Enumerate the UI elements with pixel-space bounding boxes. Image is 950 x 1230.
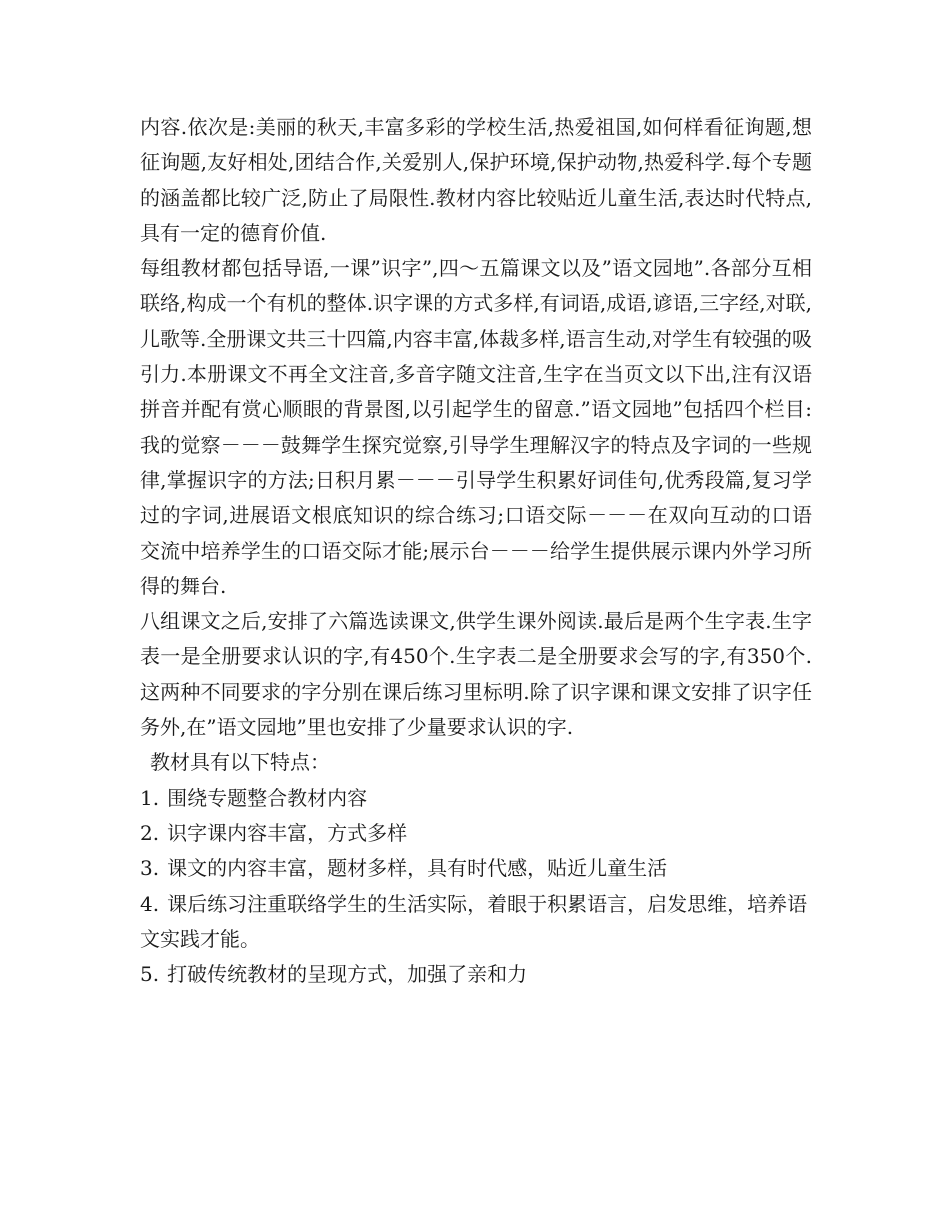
list-item	[140, 816, 812, 851]
list-item-number: 3.	[140, 856, 160, 881]
features-heading: 教材具有以下特点：	[150, 750, 330, 775]
paragraph-themes: 内容.依次是:美丽的秋天,丰富多彩的学校生活,热爱祖国,如何样看征询题,想征询题,友好相处,团结合作,关爱别人,保护环境,保护动物,热爱科学.每个专题的涵盖都比较广泛,防止了局限性.教材内容比较贴近儿童生活,表达时代特点,具有一定的德育价值.	[140, 115, 812, 245]
paragraph-supplementary: 八组课文之后,安排了六篇选读课文,供学生课外阅读.最后是两个生字表.生字表一是全册要求认识的字,有450个.生字表二是全册要求会写的字,有350个.这两种不同要求的字分别在课后练习里标明.除了识字课和课文安排了识字任务外,在”语文园地”里也安排了少量要求认识的字.	[140, 609, 812, 740]
list-item-text: 课后练习注重联络学生的生活实际，着眼于积累语言，启发思维，培养语文实践才能。	[140, 891, 808, 951]
list-item	[140, 851, 812, 886]
paragraph-structure: 每组教材都包括导语,一课”识字”,四～五篇课文以及”语文园地”.各部分互相联络,构成一个有机的整体.识字课的方式多样,有词语,成语,谚语,三字经,对联,儿歌等.全册课文共三十四篇,内容丰富,体裁多样,语言生动,对学生有较强的吸引力.本册课文不再全文注音,多音字随文注音,生字在当页文以下出,注有汉语拼音并配有赏心顺眼的背景图,以引起学生的留意.”语文园地”包括四个栏目:我的觉察－－－鼓舞学生探究觉察,引导学生理解汉字的特点及字词的一些规律,掌握识字的方法;日积月累－－－引导学生积累好词佳句,优秀段篇,复习学过的字词,进展语文根底知识的综合练习;口语交际－－－在双向互动的口语交流中培养学生的口语交际才能;展示台－－－给学生提供展示课内外学习所得的舞台.	[140, 256, 812, 598]
list-item-text: 识字课内容丰富，方式多样	[167, 820, 408, 845]
list-item	[140, 781, 812, 816]
list-item	[140, 887, 812, 958]
list-item-text: 围绕专题整合教材内容	[167, 785, 368, 810]
features-list	[140, 781, 812, 993]
list-item	[140, 957, 812, 992]
list-item-text: 打破传统教材的呈现方式，加强了亲和力	[167, 962, 528, 987]
list-item-text: 课文的内容丰富，题材多样，具有时代感，贴近儿童生活	[167, 856, 668, 881]
list-item-number: 1.	[140, 785, 160, 810]
list-item-number: 2.	[140, 820, 160, 845]
list-item-number: 5.	[140, 962, 160, 987]
list-item-number: 4.	[140, 891, 160, 916]
document-page	[140, 110, 812, 992]
